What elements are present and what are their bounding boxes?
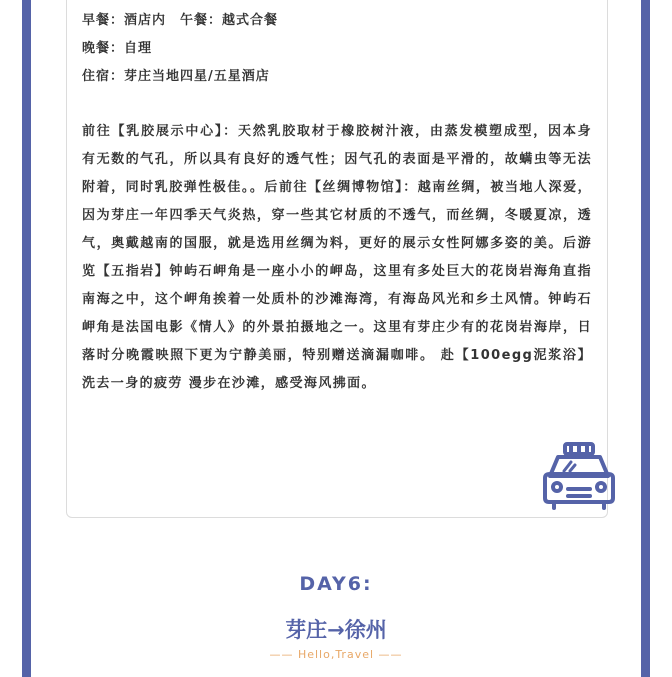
itinerary-description: 前往【乳胶展示中心】：天然乳胶取材于橡胶树汁液，由蒸发模塑成型，因本身有无数的气孔，所以具有良好的透气性；因气孔的表面是平滑的，故螨虫等无法附着，同时乳胶弹性极佳。。后前往【丝绸博物馆】：越南丝绸，被当地人深爱，因为芽庄一年四季天气炎热，穿一些其它材质的不透气，而丝绸，冬暖夏凉，透气，奥戴越南的国服，就是选用丝绸为料，更好的展示女性阿娜多姿的美。后游览【五指岩】钟屿石岬角是一座小小的岬岛，这里有多处巨大的花岗岩海角直指南海之中，这个岬角挨着一处质朴的沙滩海湾，有海岛风光和乡土风情。钟屿石岬角是法国电影《情人》的外景拍摄地之一。这里有芽庄少有的花岗岩海岸，日落时分晚霞映照下更为宁静美丽，特别赠送滴漏咖啡。 赴【100egg泥浆浴】洗去一身的疲劳 漫步在沙滩，感受海风拂面。 (82, 124, 592, 391)
meals-line: 早餐：酒店内 午餐：越式合餐 (82, 13, 279, 28)
day-route: 芽庄→徐州 (285, 618, 387, 642)
taxi-icon (540, 440, 618, 516)
day-title: DAY6: (299, 573, 373, 595)
hotel-line: 住宿：芽庄当地四星/五星酒店 (82, 69, 270, 84)
hello-travel-tagline: —— Hello,Travel —— (269, 648, 403, 661)
dinner-line: 晚餐：自理 (82, 41, 153, 56)
